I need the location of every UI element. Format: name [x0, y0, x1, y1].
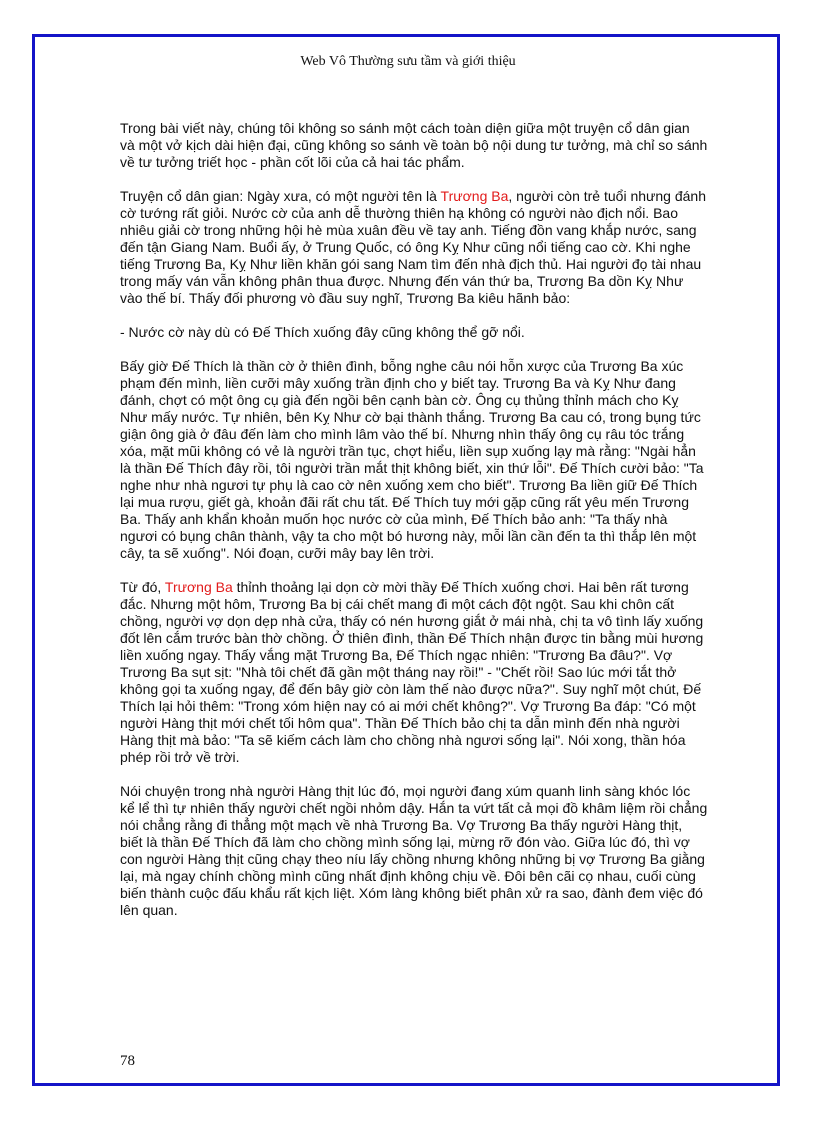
- paragraph: [120, 783, 708, 919]
- paragraph: [120, 188, 708, 307]
- paragraph: [120, 324, 708, 341]
- paragraph-text: Trong bài viết này, chúng tôi không so sánh một cách toàn diện giữa một truyện cổ dân gian và một vở kịch dài hiện đại, cũng không so sánh về toàn bộ nội dung tư tưởng, mà chỉ so sánh về tư tưởng triết học - phần cốt lõi của cả hai tác phẩm.: [120, 120, 708, 170]
- paragraph-text: , người còn trẻ tuổi nhưng đánh cờ tướng rất giỏi. Nước cờ của anh dễ thường thiên hạ không có người nào địch nổi. Bao nhiêu giải cờ trong những hội hè mùa xuân đều về tay anh. Tiếng đồn vang khắp nước, sang đến tận Giang Nam. Buổi ấy, ở Trung Quốc, có ông Kỵ Như cũng nổi tiếng cao cờ. Khi nghe tiếng Trương Ba, Kỵ Như liền khăn gói sang Nam tìm đến nhà địch thủ. Hai người đọ tài nhau trong mấy ván vẫn không phân thua được. Nhưng đến ván thứ ba, Trương Ba dồn Kỵ Như vào thế bí. Thấy đối phương vò đầu suy nghĩ, Trương Ba kiêu hãnh bảo:: [120, 188, 706, 306]
- page-number: 78: [120, 1053, 135, 1069]
- paragraph-text: Từ đó,: [120, 579, 165, 595]
- highlighted-name: Trương Ba: [164, 579, 233, 595]
- page-header: Web Vô Thường sưu tầm và giới thiệu: [300, 54, 516, 69]
- paragraph: [120, 120, 708, 171]
- paragraph: [120, 579, 708, 766]
- paragraph-text: Nói chuyện trong nhà người Hàng thịt lúc đó, mọi người đang xúm quanh linh sàng khóc lóc kể lể thì tự nhiên thấy người chết ngồi nhỏm dậy. Hắn ta vứt tất cả mọi đồ khâm liệm rồi chẳng nói chẳng rằng đi thẳng một mạch về nhà Trương Ba. Vợ Trương Ba thấy người Hàng thịt, biết là thần Đế Thích đã làm cho chồng mình sống lại, mừng rỡ đón vào. Giữa lúc đó, thì vợ con người Hàng thịt cũng chạy theo níu lấy chồng nhưng không những bị vợ Trương Ba giằng lại, mà ngay chính chồng mình cũng nhất định không chịu về. Đôi bên cãi cọ nhau, cuối cùng biến thành cuộc đấu khẩu rất kịch liệt. Xóm làng không biết phân xử ra sao, đành đem việc đó lên quan.: [120, 783, 708, 918]
- article-body: [120, 120, 708, 936]
- highlighted-name: Trương Ba: [440, 188, 509, 204]
- paragraph-text: thỉnh thoảng lại dọn cờ mời thầy Đế Thích xuống chơi. Hai bên rất tương đắc. Nhưng một hôm, Trương Ba bị cái chết mang đi một cách đột ngột. Sau khi chôn cất chồng, người vợ dọn dẹp nhà cửa, thấy có nén hương giắt ở mái nhà, chị ta vô tình lấy xuống đốt lên cắm trước bàn thờ chồng. Ở thiên đình, thần Đế Thích nhận được tin bằng mùi hương liền xuống ngay. Thấy vắng mặt Trương Ba, Đế Thích ngạc nhiên: "Trương Ba đâu?". Vợ Trương Ba sụt sịt: "Nhà tôi chết đã gần một tháng nay rồi!" - "Chết rồi! Sao lúc mới tắt thở không gọi ta xuống ngay, để đến bây giờ còn làm thế nào được nữa?". Suy nghĩ một chút, Đế Thích lại hỏi thêm: "Trong xóm hiện nay có ai mới chết không?". Vợ Trương Ba đáp: "Có một người Hàng thịt mới chết tối hôm qua". Thần Đế Thích bảo chị ta dẫn mình đến nhà người Hàng thịt mà bảo: "Ta sẽ kiếm cách làm cho chồng nhà ngươi sống lại". Nói xong, thần hóa phép rồi trở về trời.: [120, 579, 704, 765]
- paragraph-text: - Nước cờ này dù có Đế Thích xuống đây cũng không thể gỡ nổi.: [120, 324, 525, 340]
- paragraph-text: Truyện cổ dân gian: Ngày xưa, có một người tên là: [120, 188, 441, 204]
- paragraph: [120, 358, 708, 562]
- paragraph-text: Bấy giờ Đế Thích là thần cờ ở thiên đình, bỗng nghe câu nói hỗn xược của Trương Ba xúc phạm đến mình, liền cưỡi mây xuống trần định cho y biết tay. Trương Ba và Kỵ Như đang đánh, chợt có một ông cụ già đến ngồi bên cạnh bàn cờ. Ông cụ thủng thỉnh mách cho Kỵ Như mấy nước. Tự nhiên, bên Kỵ Như cờ bại thành thắng. Trương Ba cau có, trong bụng tức giận ông già ở đâu đến làm cho mình lâm vào thế bí. Nhưng nhìn thấy ông cụ râu tóc trắng xóa, mặt mũi không có vẻ là người trần tục, chợt hiểu, liền sụp xuống lạy mà rằng: "Ngài hẳn là thần Đế Thích đây rồi, tôi người trần mắt thịt không biết, xin thứ lỗi". Đế Thích cười bảo: "Ta nghe như nhà ngươi tự phụ là cao cờ nên xuống xem cho biết". Trương Ba liền giữ Đế Thích lại mua rượu, giết gà, khoản đãi rất chu tất. Đế Thích tuy mới gặp cũng rất yêu mến Trương Ba. Thấy anh khẩn khoản muốn học nước cờ của mình, Đế Thích bảo anh: "Ta thấy nhà ngươi có bụng chân thành, vậy ta cho một bó hương này, mỗi lần cần đến ta thì thắp lên một cây, ta sẽ xuống". Nói đoạn, cưỡi mây bay lên trời.: [120, 358, 704, 561]
